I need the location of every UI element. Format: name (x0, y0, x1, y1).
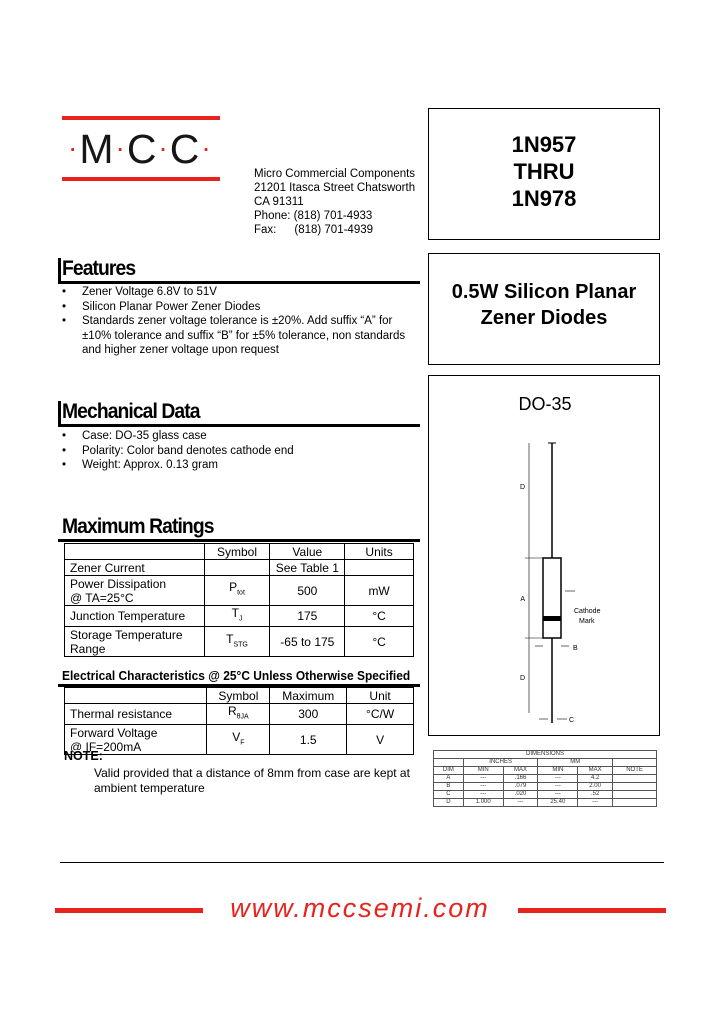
logo-bottom-bar (62, 177, 220, 181)
mcc-logo: ·M·C·C· (68, 126, 213, 172)
table-header-row (434, 767, 657, 775)
table-cell: $V_F$ (207, 725, 270, 755)
company-address2: CA 91311 (254, 196, 304, 208)
max-ratings-table (64, 543, 414, 657)
table-cell: Storage Temperature Range (65, 627, 205, 657)
dim-label-a: A (520, 596, 525, 603)
table-cell: °C (345, 606, 414, 627)
table-cell: --- (463, 783, 503, 791)
table-row (434, 775, 657, 783)
list-item: • Silicon Planar Power Zener Diodes (62, 300, 422, 315)
table-header-cell: DIM (434, 767, 464, 775)
table-cell: $T_{STG}$ (204, 627, 270, 657)
table-cell: See Table 1 (270, 560, 345, 576)
table-cell: --- (538, 775, 578, 783)
list-item: • Standards zener voltage tolerance is ±20%. Add suffix “A” for ±10% tolerance and suffix “B” for ±5% tolerance, non standards and higher zener voltage upon request (62, 314, 422, 358)
company-phone: Phone: (818) 701-4933 (254, 210, 373, 222)
table-row (65, 725, 414, 755)
table-cell: .166 (503, 775, 538, 783)
table-cell: 25.40 (538, 799, 578, 807)
features-heading: Features (62, 257, 136, 280)
table-cell (345, 560, 414, 576)
table-cell (613, 799, 657, 807)
table-cell: 175 (270, 606, 345, 627)
footer-rule (60, 862, 664, 863)
table-cell: 300 (270, 704, 347, 725)
table-header-cell: Maximum (270, 688, 347, 704)
table-cell: Power Dissipation @ TA=25°C (65, 576, 205, 606)
table-cell: --- (463, 775, 503, 783)
features-side-bar (58, 258, 61, 283)
table-cell (434, 759, 464, 767)
table-header-cell: MIN (538, 767, 578, 775)
company-address1: 21201 Itasca Street Chatsworth (254, 182, 416, 194)
table-cell: --- (538, 791, 578, 799)
electrical-table (64, 687, 414, 755)
table-row (434, 783, 657, 791)
list-item: • Case: DO-35 glass case (62, 429, 422, 444)
table-cell: °C (345, 627, 414, 657)
mechanical-rule (58, 424, 420, 427)
part-line3: 1N978 (511, 186, 577, 211)
package-name: DO-35 (518, 394, 572, 414)
table-cell: .020 (503, 791, 538, 799)
table-cell: 4.2 (578, 775, 613, 783)
table-cell: .52 (578, 791, 613, 799)
table-cell (613, 775, 657, 783)
diode-outline-drawing (429, 431, 659, 731)
dimensions-inches-group: INCHES (463, 759, 538, 767)
part-number-box (428, 108, 660, 240)
cathode-band (543, 616, 561, 621)
table-cell: --- (538, 783, 578, 791)
table-header-row (65, 688, 414, 704)
table-cell: $P_{tot}$ (204, 576, 270, 606)
cathode-mark-label-1: Cathode (574, 608, 601, 615)
table-cell: $T_J$ (204, 606, 270, 627)
table-cell: °C/W (347, 704, 414, 725)
table-header-cell: Symbol (207, 688, 270, 704)
table-cell: $R_{\theta JA}$ (207, 704, 270, 725)
table-cell: 500 (270, 576, 345, 606)
table-header-cell: Unit (347, 688, 414, 704)
table-row (434, 799, 657, 807)
dim-label-b: B (573, 645, 578, 652)
description-line2: Zener Diodes (480, 307, 608, 329)
table-cell: C (434, 791, 464, 799)
company-fax: Fax: (818) 701-4939 (254, 224, 374, 236)
table-header-cell: Value (270, 544, 345, 560)
max-ratings-rule (58, 539, 420, 542)
table-cell: Thermal resistance (65, 704, 207, 725)
table-row (65, 560, 414, 576)
dim-label-c: C (569, 717, 575, 724)
table-cell: 2.00 (578, 783, 613, 791)
features-list (62, 285, 422, 358)
dim-label-d-bottom: D (519, 675, 525, 682)
note-heading: NOTE: (64, 749, 103, 763)
table-header-cell: MIN (463, 767, 503, 775)
table-cell: V (347, 725, 414, 755)
table-cell: mW (345, 576, 414, 606)
table-row (65, 704, 414, 725)
table-header-cell (65, 688, 207, 704)
description-line1: 0.5W Silicon Planar (451, 281, 637, 303)
table-header-cell: MAX (578, 767, 613, 775)
table-cell (613, 791, 657, 799)
max-ratings-heading: Maximum Ratings (62, 515, 214, 538)
diode-body (543, 558, 561, 638)
table-cell: Forward Voltage @ IF=200mA (65, 725, 207, 755)
table-cell: 1.5 (270, 725, 347, 755)
table-header-cell (65, 544, 205, 560)
table-row (434, 759, 657, 767)
table-header-cell: NOTE (613, 767, 657, 775)
logo-top-bar (62, 116, 220, 120)
table-cell: --- (578, 799, 613, 807)
dimensions-table (433, 750, 657, 807)
table-row (434, 791, 657, 799)
company-name: Micro Commercial Components (254, 168, 416, 180)
package-box (428, 375, 660, 736)
table-cell: Junction Temperature (65, 606, 205, 627)
table-cell: .079 (503, 783, 538, 791)
table-row (65, 627, 414, 657)
list-item: • Polarity: Color band denotes cathode end (62, 444, 422, 459)
table-cell (204, 560, 270, 576)
footer-url[interactable]: www.mccsemi.com (230, 893, 490, 923)
table-cell: B (434, 783, 464, 791)
note-text: Valid provided that a distance of 8mm from case are kept at ambient temperature (94, 766, 410, 795)
table-header-row (65, 544, 414, 560)
list-item: • Zener Voltage 6.8V to 51V (62, 285, 422, 300)
mechanical-list (62, 429, 422, 473)
table-cell: --- (503, 799, 538, 807)
table-cell: --- (463, 791, 503, 799)
cathode-mark-label-2: Mark (579, 618, 595, 625)
table-cell: A (434, 775, 464, 783)
electrical-heading: Electrical Characteristics @ 25°C Unless Otherwise Specified (62, 668, 411, 683)
table-cell: Zener Current (65, 560, 205, 576)
company-info (254, 167, 415, 237)
dimensions-title: DIMENSIONS (434, 751, 657, 759)
list-item: • Weight: Approx. 0.13 gram (62, 458, 422, 473)
table-header-cell: Units (345, 544, 414, 560)
footer-left-bar (55, 908, 203, 913)
part-line1: 1N957 (511, 132, 577, 157)
features-rule (58, 281, 420, 284)
dimensions-mm-group: MM (538, 759, 613, 767)
mechanical-heading: Mechanical Data (62, 400, 200, 423)
table-row (65, 606, 414, 627)
table-cell: 1.000 (463, 799, 503, 807)
part-line2: THRU (513, 159, 575, 184)
table-row (65, 576, 414, 606)
table-header-cell: MAX (503, 767, 538, 775)
mechanical-side-bar (58, 401, 61, 426)
table-cell: -65 to 175 (270, 627, 345, 657)
table-header-cell: Symbol (204, 544, 270, 560)
dim-label-d-top: D (519, 484, 525, 491)
description-box (428, 253, 660, 365)
table-cell (613, 783, 657, 791)
table-cell (613, 759, 657, 767)
footer-right-bar (518, 908, 666, 913)
table-cell: D (434, 799, 464, 807)
table-row (434, 751, 657, 759)
